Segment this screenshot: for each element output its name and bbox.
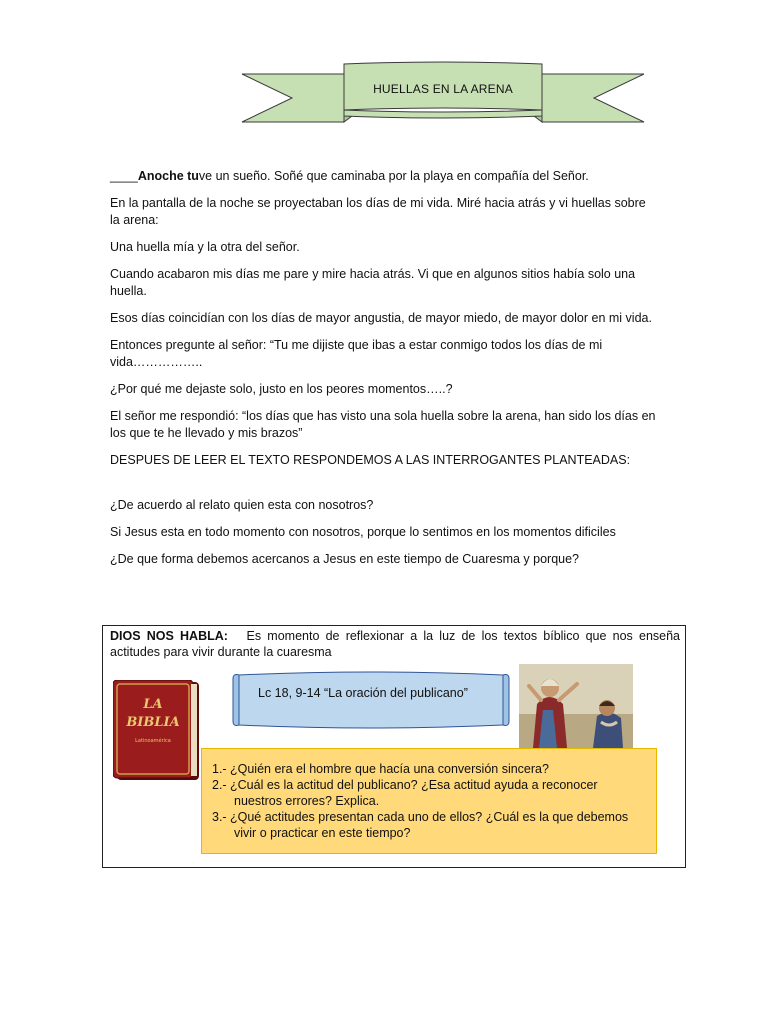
- reflection-question-2: [212, 777, 646, 809]
- story-text: ve un sueño. Soñé que caminaba por la playa en compañía del Señor.: [198, 169, 589, 183]
- bible-cover-biblia: BIBLIA: [126, 715, 180, 730]
- question-number: 3.-: [212, 810, 227, 824]
- reflection-questions: [201, 748, 657, 854]
- dios-heading: DIOS NOS HABLA: [110, 629, 224, 643]
- story-body: [110, 168, 658, 578]
- story-bold-start: Anoche tu: [137, 169, 199, 183]
- story-paragraph-2: En la pantalla de la noche se proyectaban los días de mi vida. Miré hacia atrás y vi huellas sobre la arena:: [110, 196, 646, 227]
- fill-blank: ____: [110, 169, 138, 183]
- question-number: 1.-: [212, 762, 227, 776]
- instructions-heading: DESPUES DE LEER EL TEXTO RESPONDEMOS A LAS INTERROGANTES PLANTEADAS:: [110, 453, 631, 467]
- story-paragraph-5: Esos días coincidían con los días de mayor angustia, de mayor miedo, de mayor dolor en mi vida.: [110, 311, 652, 325]
- scripture-scroll: [227, 669, 511, 735]
- scripture-reference: Lc 18, 9-14 “La oración del publicano”: [258, 686, 468, 700]
- question-text-continued: vivir o practicar en este tiempo?: [234, 826, 411, 840]
- dios-intro-text: Es momento de reflexionar a la luz de los textos bíblico que nos enseña actitudes para vivir durante la cuaresma: [110, 629, 681, 659]
- story-paragraph-4: Cuando acabaron mis días me pare y mire hacia atrás. Vi que en algunos sitios había solo una huella.: [110, 267, 636, 298]
- question-3: ¿De que forma debemos acercanos a Jesus en este tiempo de Cuaresma y porque?: [110, 552, 580, 566]
- question-text: ¿Qué actitudes presentan cada uno de ellos? ¿Cuál es la que debemos: [230, 810, 629, 824]
- question-number: 2.-: [212, 778, 227, 792]
- story-paragraph-8: El señor me respondió: “los días que has visto una sola huella sobre la arena, han sido los días en los que te he llevado y mis brazos”: [110, 409, 656, 440]
- bible-book-image: [113, 680, 201, 782]
- question-text-continued: nuestros errores? Explica.: [234, 794, 380, 808]
- story-paragraph-6: Entonces pregunte al señor: “Tu me dijiste que ibas a estar conmigo todos los días de mi vida……………..: [110, 338, 603, 369]
- question-text: ¿Cuál es la actitud del publicano? ¿Esa actitud ayuda a reconocer: [230, 778, 598, 792]
- question-1: ¿De acuerdo al relato quien esta con nosotros?: [110, 498, 374, 512]
- bible-cover-la: LA: [143, 697, 163, 712]
- dios-intro: DIOS NOS HABLA: Es momento de reflexionar a la luz de los textos bíblico que nos enseña actitudes para vivir durante la cuaresma: [110, 629, 681, 659]
- story-paragraph-1: [110, 168, 658, 185]
- question-2: Si Jesus esta en todo momento con nosotros, porque lo sentimos en los momentos dificiles: [110, 525, 616, 539]
- reflection-question-3: [212, 809, 646, 841]
- story-paragraph-3: Una huella mía y la otra del señor.: [110, 240, 300, 254]
- question-text: ¿Quién era el hombre que hacía una conversión sincera?: [230, 762, 549, 776]
- bible-cover-subtitle: Latinoamérica: [135, 738, 171, 744]
- story-paragraph-7: ¿Por qué me dejaste solo, justo en los peores momentos…..?: [110, 382, 453, 396]
- pharisee-publican-painting: [519, 664, 633, 748]
- document-title: HUELLAS EN LA ARENA: [373, 82, 513, 96]
- reflection-question-1: [212, 761, 646, 777]
- dios-nos-habla-box: [102, 625, 686, 868]
